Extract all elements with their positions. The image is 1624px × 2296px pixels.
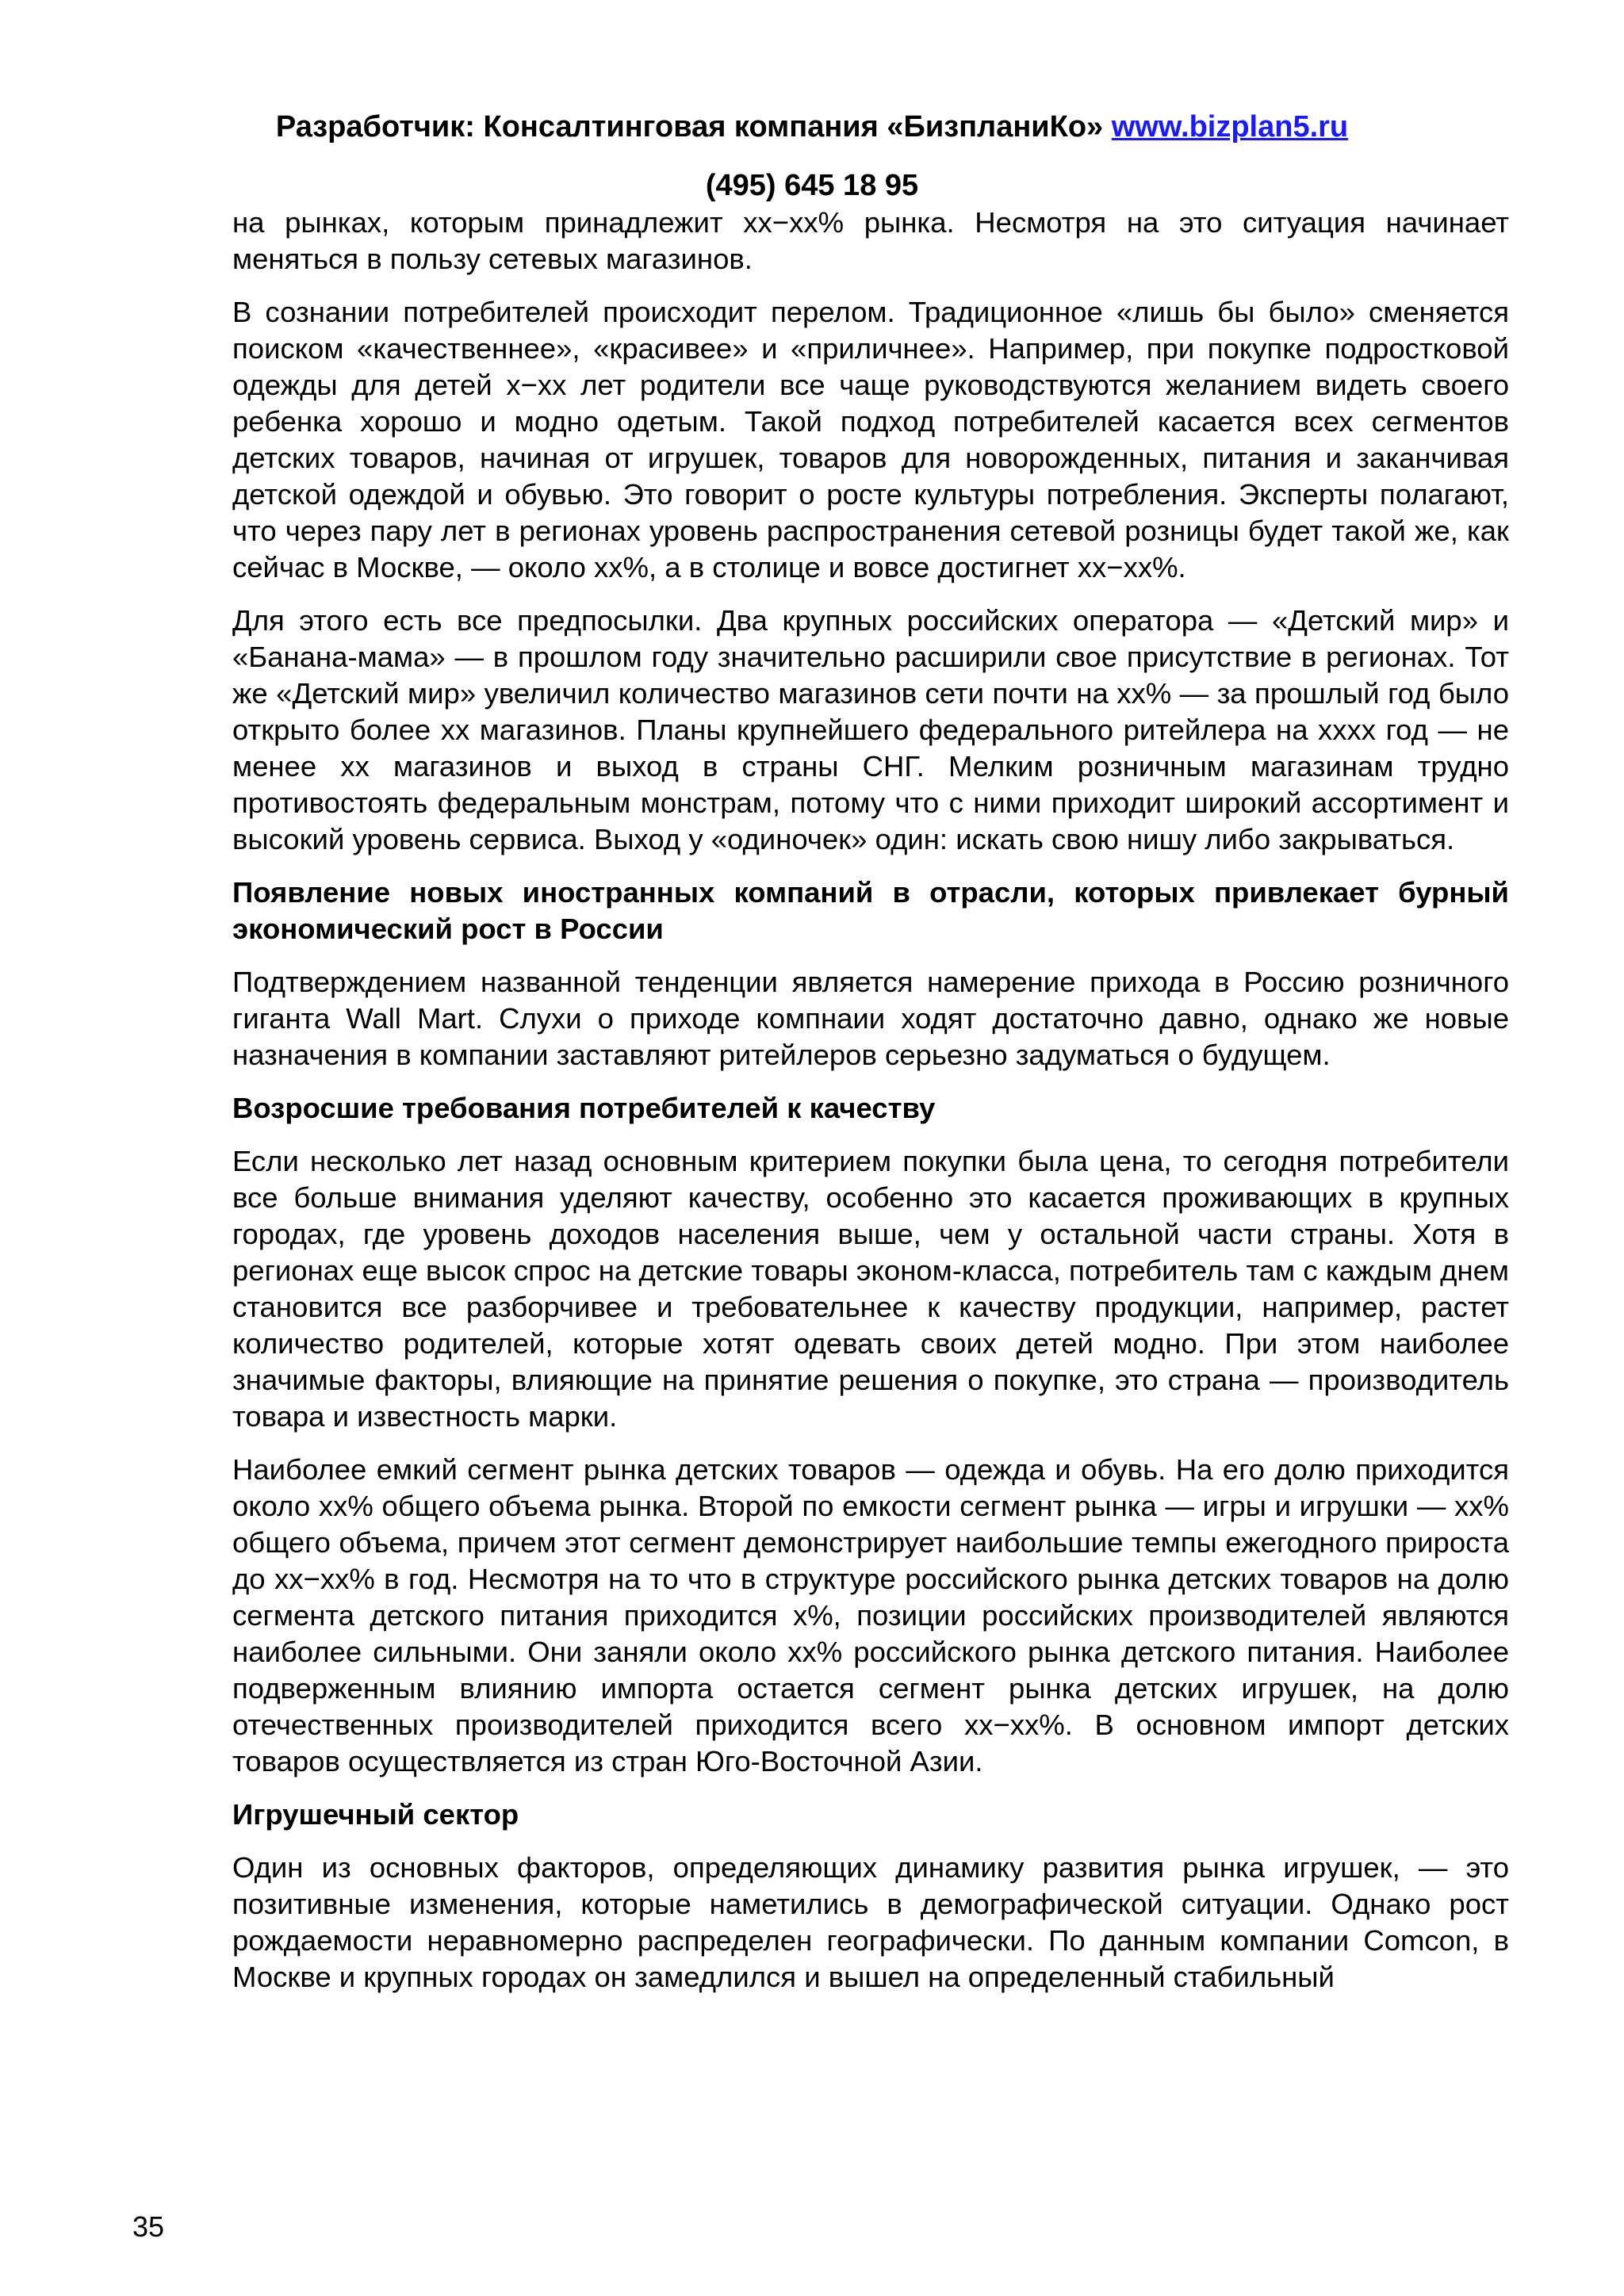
heading-foreign-companies: Появление новых иностранных компаний в отрасли, которых привлекает бурный экономический рост в России <box>232 876 1509 945</box>
paragraph-consumer-shift: В сознании потребителей происходит перелом. Традиционное «лишь бы было» сменяется поиском «качественнее», «красивее» и «приличнее». Например, при покупке подростковой одежды для детей х−хх лет родители все чаще руководствуются желанием видеть своего ребенка хорошо и модно одетым. Такой подход потребителей касается всех сегментов детских товаров, начиная от игрушек, товаров для новорожденных, питания и заканчивая детской одеждой и обувью. Это говорит о росте культуры потребления. Эксперты полагают, что через пару лет в регионах уровень распространения сетевой розницы будет такой же, как сейчас в Москве, — около хх%, а в столице и вовсе достигнет хх−хх%. <box>232 296 1509 584</box>
document-body <box>232 205 1509 2012</box>
heading-quality-requirements: Возросшие требования потребителей к качеству <box>232 1092 936 1124</box>
paragraph-wall-mart: Подтверждением названной тенденции является намерение прихода в Россию розничного гиганта Wall Mart. Слухи о приходе компнаии ходят достаточно давно, однако же новые назначения в компании заставляют ритейлеров серьезно задуматься о будущем. <box>232 966 1509 1071</box>
website-link[interactable]: www.bizplan5.ru <box>1111 110 1349 144</box>
paragraph-quality: Если несколько лет назад основным критерием покупки была цена, то сегодня потребители все больше внимания уделяют качеству, особенно это касается проживающих в крупных городах, где уровень доходов населения выше, чем у остальной части страны. Хотя в регионах еще высок спрос на детские товары эконом-класса, потребитель там с каждым днем становится все разборчивее и требовательнее к качеству продукции, например, растет количество родителей, которые хотят одевать своих детей модно. При этом наиболее значимые факторы, влияющие на принятие решения о покупке, это страна — производитель товара и известность марки. <box>232 1145 1509 1433</box>
developer-label: Разработчик: Консалтинговая компания «БизпланиКо» <box>275 110 1104 144</box>
header-phone: (495) 645 18 95 <box>705 169 919 202</box>
page-number: 35 <box>132 2210 165 2243</box>
heading-toy-sector: Игрушечный сектор <box>232 1798 519 1831</box>
header-developer-line <box>0 109 1624 146</box>
paragraph-toy-sector: Один из основных факторов, определяющих динамику развития рынка игрушек, — это позитивные изменения, которые наметились в демографической ситуации. Однако рост рождаемости неравномерно распределен географически. По данным компании Comcon, в Москве и крупных городах он замедлился и вышел на определенный стабильный <box>232 1851 1509 1993</box>
paragraph-segments: Наиболее емкий сегмент рынка детских товаров — одежда и обувь. На его долю приходится около хх% общего объема рынка. Второй по емкости сегмент рынка — игры и игрушки — хх% общего объема, причем этот сегмент демонстрирует наибольшие темпы ежегодного прироста до хх−хх% в год. Несмотря на то что в структуре российского рынка детских товаров на долю сегмента детского питания приходится х%, позиции российских производителей являются наиболее сильными. Они заняли около хх% российского рынка детского питания. Наиболее подверженным влиянию импорта остается сегмент рынка детских игрушек, на долю отечественных производителей приходится всего хх−хх%. В основном импорт детских товаров осуществляется из стран Юго-Восточной Азии. <box>232 1453 1509 1777</box>
paragraph-continuation: на рынках, которым принадлежит хх−хх% рынка. Несмотря на это ситуация начинает меняться в пользу сетевых магазинов. <box>232 206 1509 275</box>
paragraph-retail-chains: Для этого есть все предпосылки. Два крупных российских оператора — «Детский мир» и «Банана-мама» — в прошлом году значительно расширили свое присутствие в регионах. Тот же «Детский мир» увеличил количество магазинов сети почти на хх% — за прошлый год было открыто более хх магазинов. Планы крупнейшего федерального ритейлера на хххх год — не менее хх магазинов и выход в страны СНГ. Мелким розничным магазинам трудно противостоять федеральным монстрам, потому что с ними приходит широкий ассортимент и высокий уровень сервиса. Выход у «одиночек» один: искать свою нишу либо закрываться. <box>232 604 1509 855</box>
